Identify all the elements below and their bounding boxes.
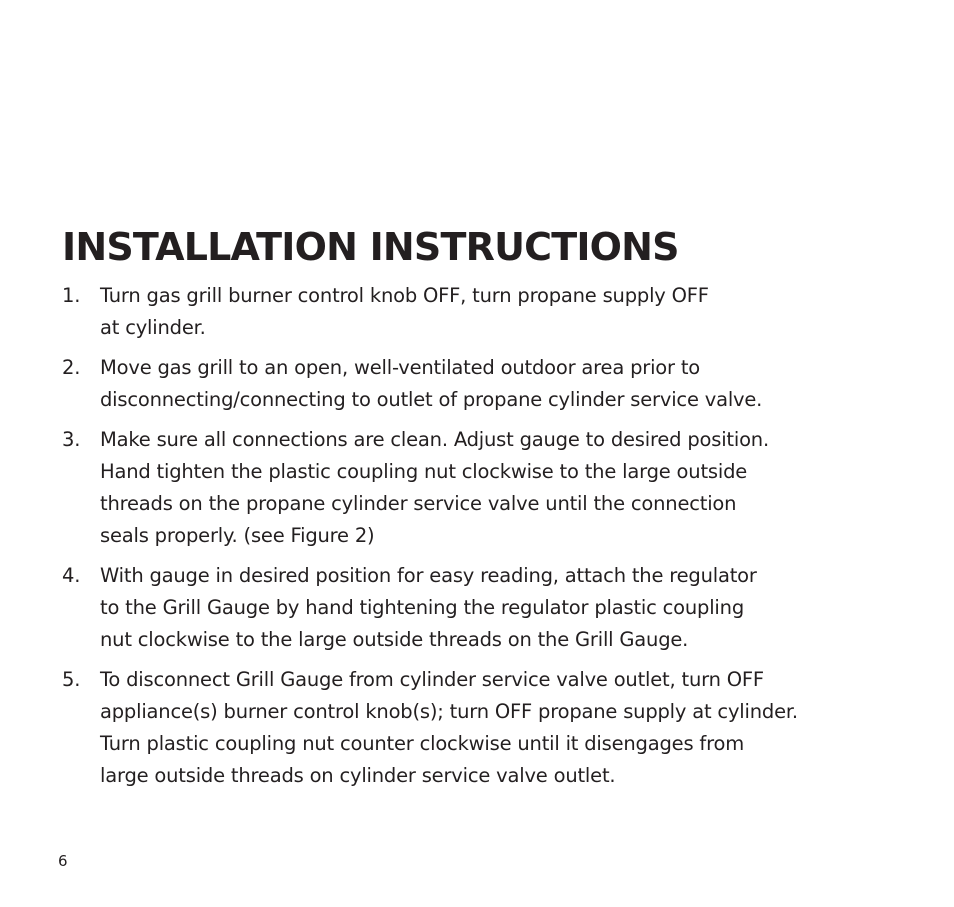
step-number: 1. [62,284,81,307]
instruction-step-2 [62,352,882,416]
step-number: 5. [62,668,81,691]
step-text: Make sure all connections are clean. Adjust gauge to desired position. Hand tighten the plastic coupling nut clockwise to the large outside threads on the propane cylinder service valve until the connection seals properly. (see Figure 2) [100,428,769,547]
step-number: 4. [62,564,81,587]
step-text: To disconnect Grill Gauge from cylinder service valve outlet, turn OFF appliance(s) burner control knob(s); turn OFF propane supply at cylinder. Turn plastic coupling nut counter clockwise until it disengages from large outside threads on cylinder service valve outlet. [100,668,798,787]
step-text: Turn gas grill burner control knob OFF, turn propane supply OFF at cylinder. [100,284,709,339]
instruction-step-4 [62,560,882,656]
page-number: 6 [58,852,68,870]
step-text: Move gas grill to an open, well-ventilated outdoor area prior to disconnecting/connecting to outlet of propane cylinder service valve. [100,356,763,411]
instruction-steps [62,280,882,800]
instruction-step-5 [62,664,882,792]
page-title: INSTALLATION INSTRUCTIONS [62,225,679,269]
step-number: 3. [62,428,81,451]
instruction-step-1 [62,280,882,344]
step-number: 2. [62,356,81,379]
instruction-step-3 [62,424,882,552]
step-text: With gauge in desired position for easy reading, attach the regulator to the Grill Gauge by hand tightening the regulator plastic coupling nut clockwise to the large outside threads on the Grill Gauge. [100,564,757,651]
